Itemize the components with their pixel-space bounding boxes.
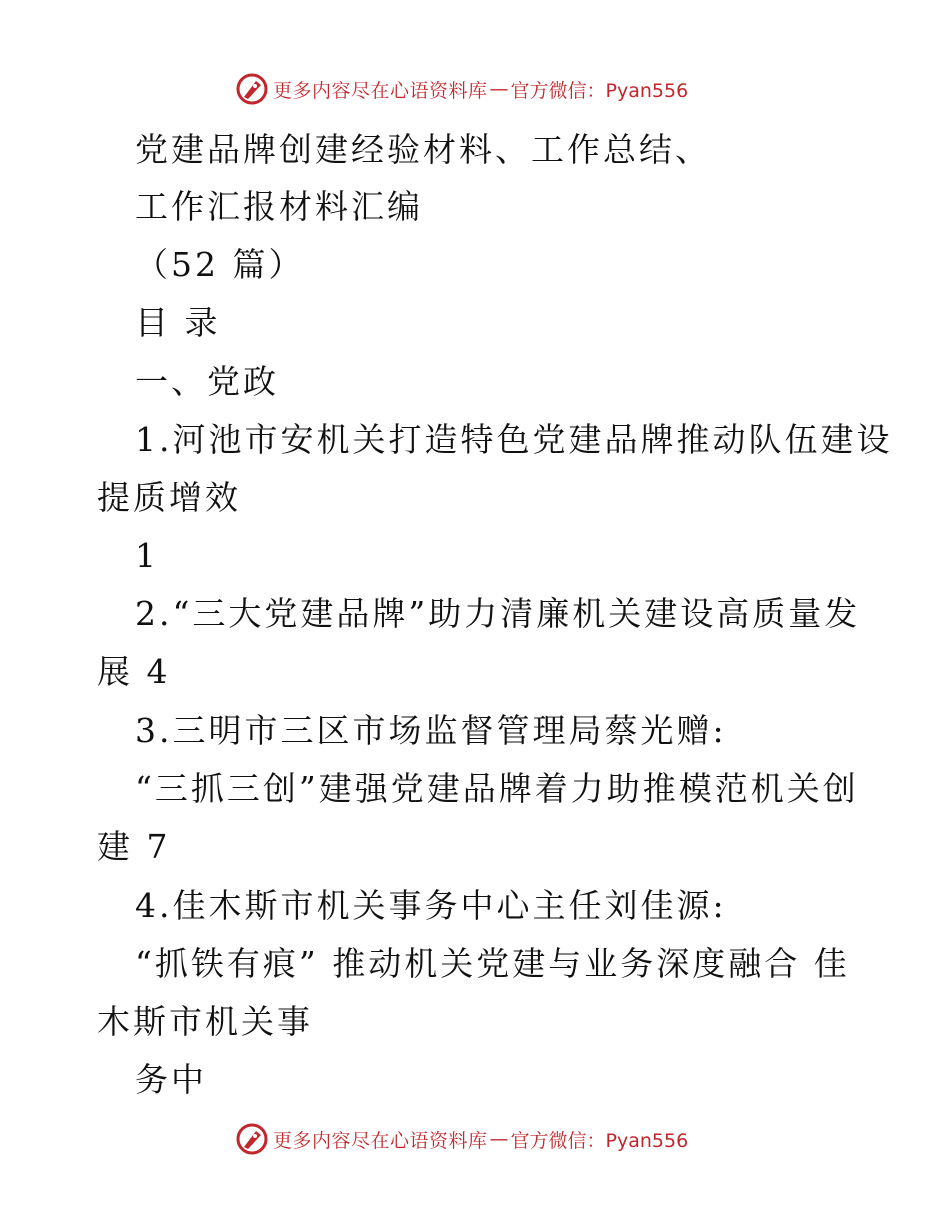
document-title-line-1: 党建品牌创建经验材料、工作总结、 <box>135 130 711 169</box>
watermark-separator: — <box>489 78 509 100</box>
toc-section-party-government: 一、党政 <box>135 362 279 401</box>
watermark-header <box>235 72 688 106</box>
toc-entry-4-title: 4.佳木斯市机关事务中心主任刘佳源: <box>135 886 727 925</box>
toc-entry-2-title: 2.“三大党建品牌”助力清廉机关建设高质量发 <box>135 594 861 633</box>
pen-nib-logo-icon <box>235 72 269 106</box>
document-title-line-2: 工作汇报材料汇编 <box>135 187 423 226</box>
watermark-contact: 官方微信：Pyan556 <box>510 1129 689 1152</box>
pen-nib-logo-icon <box>235 1122 269 1156</box>
toc-entry-4-subtitle: “抓铁有痕” 推动机关党建与业务深度融合 佳 <box>135 944 850 983</box>
toc-entry-1-title-cont: 提质增效 <box>97 478 241 517</box>
toc-entry-3-title: 3.三明市三区市场监督管理局蔡光赠: <box>135 711 727 750</box>
toc-entry-4-subtitle-cont: 木斯市机关事 <box>97 1002 313 1041</box>
toc-entry-4-subtitle-cont-2: 务中 <box>135 1060 207 1099</box>
toc-entry-3-subtitle-cont: 建 7 <box>97 827 171 866</box>
toc-entry-1-title: 1.河池市安机关打造特色党建品牌推动队伍建设 <box>135 420 893 459</box>
toc-entry-3-subtitle: “三抓三创”建强党建品牌着力助推模范机关创 <box>135 769 859 808</box>
watermark-contact: 官方微信：Pyan556 <box>510 79 689 102</box>
watermark-footer <box>235 1122 688 1156</box>
watermark-text: 更多内容尽在心语资料库 <box>273 79 488 102</box>
toc-entry-1-page: 1 <box>135 536 159 575</box>
toc-heading: 目 录 <box>135 303 221 342</box>
toc-entry-2-title-cont: 展 4 <box>97 652 171 691</box>
watermark-separator: — <box>489 1128 509 1150</box>
document-count: （52 篇） <box>135 245 305 284</box>
watermark-text: 更多内容尽在心语资料库 <box>273 1129 488 1152</box>
